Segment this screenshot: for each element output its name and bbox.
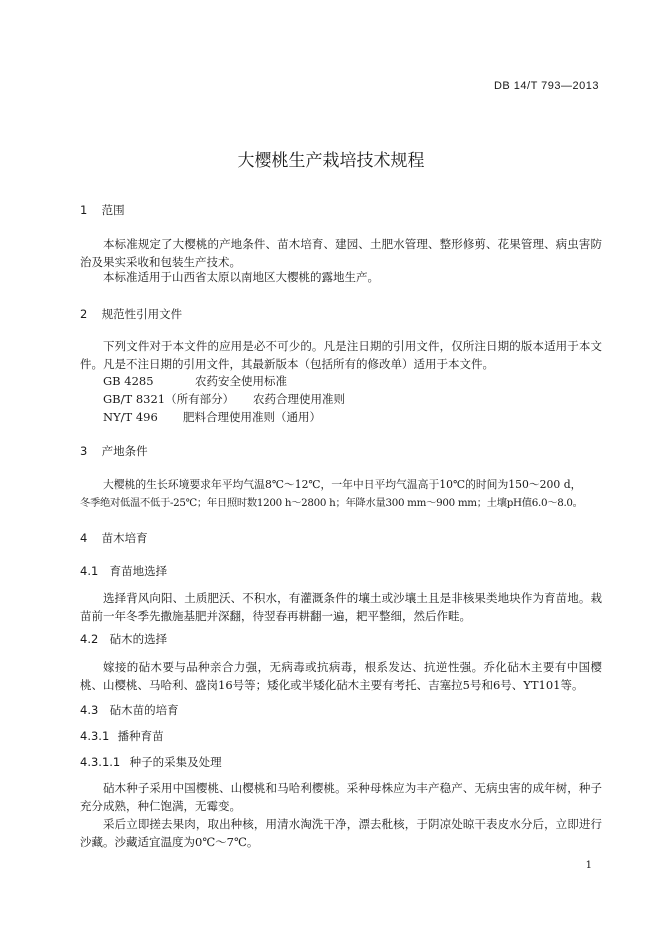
paragraph: 砧木种子采用中国樱桃、山樱桃和马哈利樱桃。采种母株应为丰产稳产、无病虫害的成年树，种子充分成熟，种仁饱满，无霉变。 [80,781,602,813]
paragraph-line: 大樱桃的生长环境要求年平均气温8℃～12℃，一年中日平均气温高于10℃的时间为150～200 d， [103,478,582,491]
section-number: 4.3.1 [80,729,110,743]
section-title: 苗木培育 [101,531,148,545]
section-2-heading [80,306,182,322]
document-title: 大樱桃生产栽培技术规程 [237,151,425,171]
reference-item [103,391,345,407]
section-title: 范围 [101,203,125,217]
section-4-2-heading [80,631,167,647]
section-3-heading [80,443,148,459]
section-title: 播种育苗 [117,729,164,743]
paragraph-line: 冬季绝对低温不低于-25℃；年日照时数1200 h～2800 h；年降水量300 mm～900 mm；土壤pH值6.0～8.0。 [80,497,583,509]
reference-code: GB 4285 [103,374,154,388]
paragraph: 嫁接的砧木要与品种亲合力强，无病毒或抗病毒，根系发达、抗逆性强。乔化砧木主要有中国樱桃、山樱桃、马哈利、盛岗16号等；矮化或半矮化砧木主要有考托、吉塞拉5号和6号、YT101等。 [80,660,602,692]
reference-name: 肥料合理使用准则（通用） [183,410,321,424]
section-number: 2 [80,307,88,321]
section-number: 4.2 [80,632,99,646]
section-number: 3 [80,444,88,458]
section-title: 砧木苗的培育 [109,703,179,717]
reference-code: NY/T 496 [103,410,158,424]
section-4-3-heading [80,702,179,718]
page-number: 1 [585,860,592,871]
reference-item [103,373,287,389]
section-number: 4.1 [80,564,99,578]
section-title: 砧木的选择 [109,632,168,646]
paragraph: 选择背风向阳、土质肥沃、不积水，有灌溉条件的壤土或沙壤土且是非核果类地块作为育苗地。栽苗前一年冬季先撒施基肥并深翻，待翌春再耕翻一遍，耙平整细，然后作畦。 [80,591,602,623]
section-title: 种子的采集及处理 [129,755,222,769]
section-4-heading [80,530,148,546]
reference-name: 农药安全使用标准 [195,374,287,388]
section-4-3-1-1-heading [80,754,222,770]
paragraph: 本标准适用于山西省太原以南地区大樱桃的露地生产。 [103,270,379,284]
section-title: 产地条件 [101,444,148,458]
section-number: 4.3 [80,703,99,717]
paragraph: 采后立即搓去果肉，取出种核，用清水淘洗干净，漂去秕核，于阴凉处晾干表皮水分后，立即进行沙藏。沙藏适宜温度为0℃～7℃。 [80,817,602,849]
section-1-heading [80,202,125,218]
reference-code: GB/T 8321（所有部分） [103,392,235,406]
paragraph: 本标准规定了大樱桃的产地条件、苗木培育、建园、土肥水管理、整形修剪、花果管理、病虫害防治及果实采收和包装生产技术。 [80,237,602,269]
section-number: 4 [80,531,88,545]
section-number: 1 [80,203,88,217]
section-4-1-heading [80,563,167,579]
standard-code: DB 14/T 793—2013 [493,80,599,92]
reference-name: 农药合理使用准则 [253,392,345,406]
section-title: 育苗地选择 [109,564,168,578]
section-4-3-1-heading [80,728,164,744]
section-number: 4.3.1.1 [80,755,121,769]
paragraph: 下列文件对于本文件的应用是必不可少的。凡是注日期的引用文件，仅所注日期的版本适用于本文件。凡是不注日期的引用文件，其最新版本（包括所有的修改单）适用于本文件。 [80,339,602,371]
section-title: 规范性引用文件 [101,307,183,321]
reference-item [103,409,321,425]
